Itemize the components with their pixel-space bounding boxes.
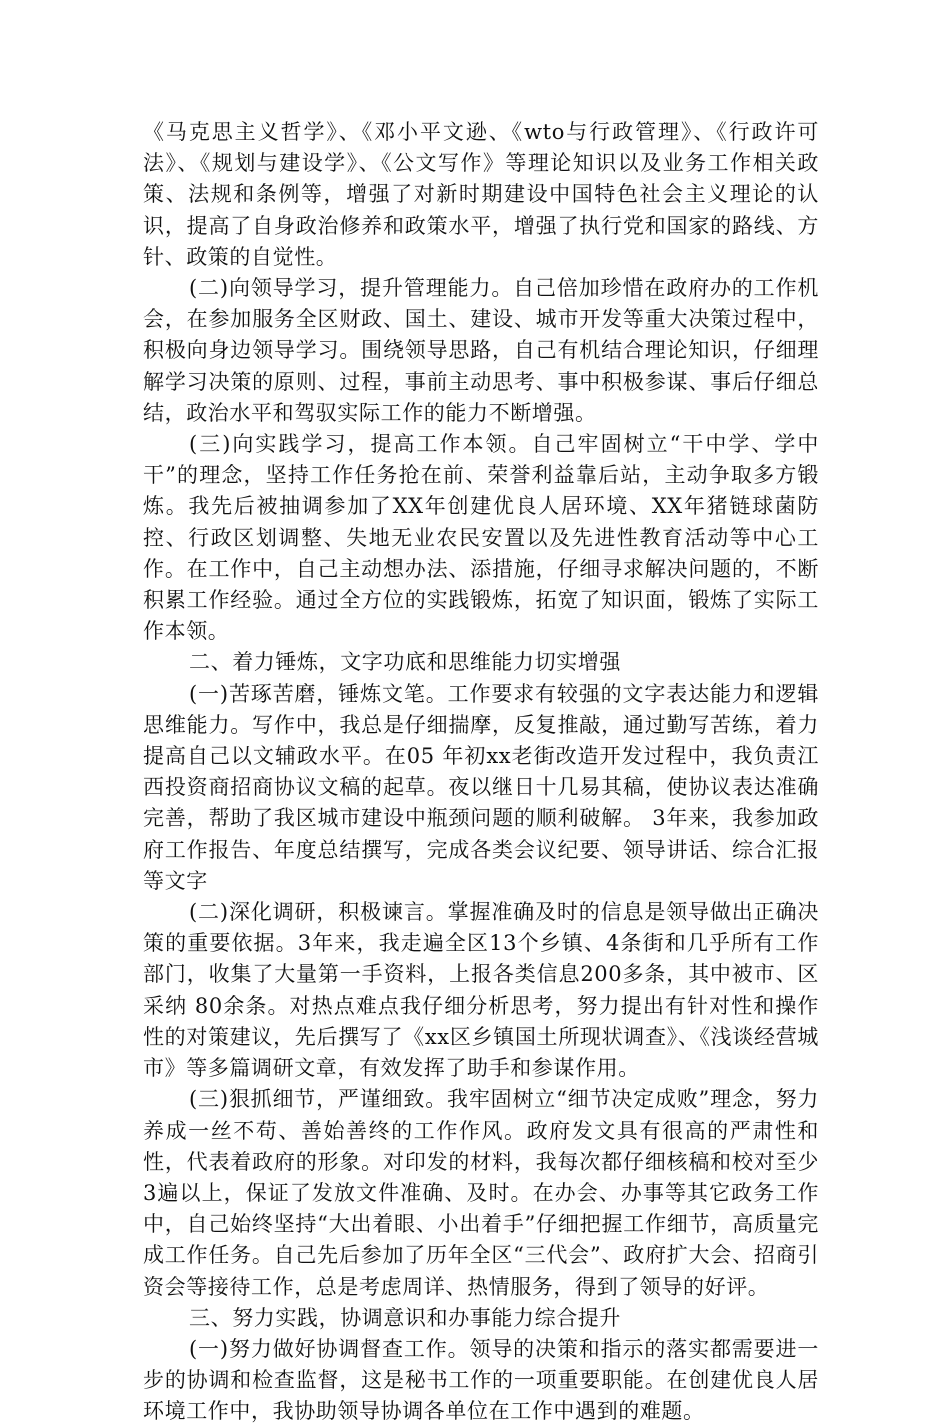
paragraph-learn-from-practice: (三)向实践学习，提高工作本领。自己牢固树立“干中学、学中干”的理念，坚持工作任务抢在前、荣誉利益靠后站，主动争取多方锻炼。我先后被抽调参加了XX年创建优良人居环境、XX年猪链球菌防控、行政区划调整、失地无业农民安置以及先进性教育活动等中心工作。在工作中，自己主动想办法、添措施，仔细寻求解决问题的，不断积累工作经验。通过全方位的实践锻炼，拓宽了知识面，锻炼了实际工作本领。	[143, 432, 819, 644]
paragraph-attention-to-detail: (三)狠抓细节，严谨细致。我牢固树立“细节决定成败”理念，努力养成一丝不苟、善始善终的工作作风。政府发文具有很高的严肃性和性，代表着政府的形象。对印发的材料，我每次都仔细核稿和校对至少3遍以上，保证了发放文件准确、及时。在办会、办事等其它政务工作中，自己始终坚持“大出着眼、小出着手”仔细把握工作细节，高质量完成工作任务。自己先后参加了历年全区“三代会”、政府扩大会、招商引资会等接待工作，总是考虑周详、热情服务，得到了领导的好评。	[143, 1087, 819, 1299]
paragraph-theory-study: 《马克思主义哲学》、《邓小平文逊、《wto与行政管理》、《行政许可法》、《规划与建设学》、《公文写作》等理论知识以及业务工作相关政策、法规和条例等，增强了对新时期建设中国特色社会主义理论的认识，提高了自身政治修养和政策水平，增强了执行党和国家的路线、方针、政策的自觉性。	[143, 120, 819, 269]
section-heading-coordination: 三、努力实践，协调意识和办事能力综合提升	[189, 1305, 621, 1330]
paragraph-coordination-supervision: (一)努力做好协调督查工作。领导的决策和指示的落实都需要进一步的协调和检查监督，这是秘书工作的一项重要职能。在创建优良人居环境工作中，我协助领导协调各单位在工作中遇到的难题。	[143, 1336, 819, 1424]
document-body	[143, 117, 819, 1428]
section-heading-writing-skills: 二、着力锤炼，文字功底和思维能力切实增强	[189, 650, 621, 675]
paragraph-learn-from-leaders: (二)向领导学习，提升管理能力。自己倍加珍惜在政府办的工作机会，在参加服务全区财政、国土、建设、城市开发等重大决策过程中，积极向身边领导学习。围绕领导思路，自己有机结合理论知识，仔细理解学习决策的原则、过程，事前主动思考、事中积极参谋、事后仔细总结，政治水平和驾驭实际工作的能力不断增强。	[143, 276, 819, 425]
paragraph-writing-practice: (一)苦琢苦磨，锤炼文笔。工作要求有较强的文字表达能力和逻辑思维能力。写作中，我总是仔细揣摩，反复推敲，通过勤写苦练，着力提高自己以文辅政水平。在05 年初xx老街改造开发过程中，我负责江西投资商招商协议文稿的起草。夜以继日十几易其稿，使协议表达准确完善，帮助了我区城市建设中瓶颈问题的顺利破解。 3年来，我参加政府工作报告、年度总结撰写，完成各类会议纪要、领导讲话、综合汇报等文字	[143, 681, 819, 893]
paragraph-research-advice: (二)深化调研，积极谏言。掌握准确及时的信息是领导做出正确决策的重要依据。3年来，我走遍全区13个乡镇、4条街和几乎所有工作部门，收集了大量第一手资料，上报各类信息200多条，其中被市、区采纳 80余条。对热点难点我仔细分析思考，努力提出有针对性和操作性的对策建议，先后撰写了《xx区乡镇国土所现状调查》、《浅谈经营城市》等多篇调研文章，有效发挥了助手和参谋作用。	[143, 900, 819, 1081]
